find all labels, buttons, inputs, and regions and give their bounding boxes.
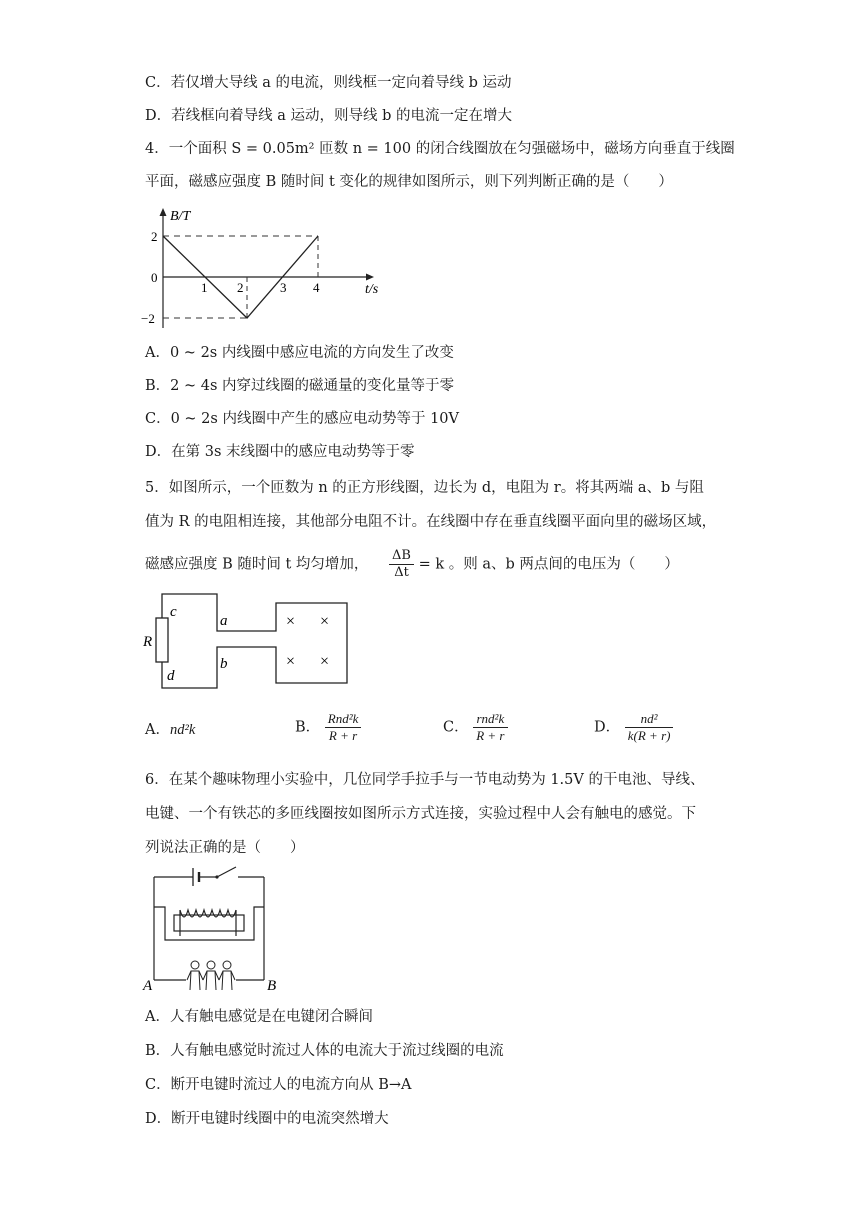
q4-stem-line1: 4．一个面积 S = 0.05m² 匝数 n = 100 的闭合线圈放在匀强磁场中，磁场方向垂直于线圈 bbox=[145, 141, 735, 157]
q5-stem-line3-part1: 磁感应强度 B 随时间 t 均匀增加， bbox=[145, 556, 369, 573]
q5-frac-den: Δt bbox=[389, 564, 414, 581]
label-c: c bbox=[170, 604, 177, 620]
q5-stem-line1: 5．如图所示，一个匝数为 n 的正方形线圈，边长为 d，电阻为 r。将其两端 a、b 与阻 bbox=[145, 480, 704, 496]
graph-xtick-2: 2 bbox=[237, 280, 244, 295]
q6-option-b: B．人有触电感觉时流过人体的电流大于流过线圈的电流 bbox=[145, 1043, 504, 1059]
q5-option-c-label: C． bbox=[443, 719, 469, 736]
q5-option-d-den: k(R + r) bbox=[625, 727, 674, 744]
q4-option-b: B．2 ~ 4s 内穿过线圈的磁通量的变化量等于零 bbox=[145, 378, 455, 394]
graph-ytick-0: 0 bbox=[151, 270, 158, 285]
label-b: b bbox=[220, 656, 228, 672]
graph-xtick-3: 3 bbox=[280, 280, 287, 295]
q6-stem-line2: 电键、一个有铁芯的多匝线圈按如图所示方式连接，实验过程中人会有触电的感觉。下 bbox=[145, 806, 696, 822]
graph-xtick-1: 1 bbox=[201, 280, 208, 295]
q6-stem-line3: 列说法正确的是（ ） bbox=[145, 840, 305, 856]
q5-option-d bbox=[594, 711, 673, 744]
q4-option-a: A．0 ~ 2s 内线圈中感应电流的方向发生了改变 bbox=[145, 345, 454, 361]
q5-stem-line3-part2: = k 。则 a、b 两点间的电压为（ ） bbox=[418, 556, 679, 573]
q5-option-b-fraction bbox=[325, 711, 362, 744]
q4-option-d: D．在第 3s 末线圈中的感应电动势等于零 bbox=[145, 444, 415, 460]
field-cross-4: × bbox=[320, 653, 330, 670]
q5-option-b bbox=[295, 711, 361, 744]
q3-option-c: C．若仅增大导线 a 的电流，则线框一定向着导线 b 运动 bbox=[145, 75, 512, 91]
q5-option-c-num: rnd²k bbox=[476, 711, 505, 726]
q5-option-d-fraction bbox=[625, 711, 674, 744]
q6-option-a: A．人有触电感觉是在电键闭合瞬间 bbox=[145, 1009, 373, 1025]
graph-y-label: B/T bbox=[170, 209, 191, 224]
field-cross-3: × bbox=[286, 653, 296, 670]
q5-option-d-num: nd² bbox=[640, 711, 658, 726]
field-cross-2: × bbox=[320, 613, 330, 630]
field-cross-1: × bbox=[286, 613, 296, 630]
label-a: a bbox=[220, 613, 228, 629]
q5-rate-fraction bbox=[389, 548, 414, 581]
q5-frac-num: ΔB bbox=[392, 548, 411, 563]
q5-stem-line3 bbox=[145, 548, 679, 581]
q5-option-d-label: D． bbox=[594, 719, 621, 736]
graph-ytick-2: 2 bbox=[151, 229, 158, 244]
q5-option-c-fraction bbox=[473, 711, 507, 744]
q5-option-a-label: A． bbox=[145, 722, 170, 738]
q5-option-c-den: R + r bbox=[473, 727, 507, 744]
q5-option-b-label: B． bbox=[295, 719, 321, 736]
graph-ytick-neg2: −2 bbox=[141, 311, 155, 326]
q4-option-c: C．0 ~ 2s 内线圈中产生的感应电动势等于 10V bbox=[145, 411, 459, 427]
graph-xtick-4: 4 bbox=[313, 280, 320, 295]
label-R: R bbox=[143, 634, 153, 650]
q6-circuit-diagram bbox=[140, 862, 280, 997]
q5-option-a bbox=[145, 720, 195, 740]
q6-option-c: C．断开电键时流过人的电流方向从 B→A bbox=[145, 1077, 412, 1093]
graph-x-label: t/s bbox=[365, 282, 379, 297]
q5-circuit-diagram bbox=[140, 588, 360, 698]
q4-stem-line2: 平面，磁感应强度 B 随时间 t 变化的规律如图所示，则下列判断正确的是（ ） bbox=[145, 174, 673, 190]
label-B: B bbox=[267, 978, 277, 994]
q6-option-d: D．断开电键时线圈中的电流突然增大 bbox=[145, 1111, 389, 1127]
q6-stem-line1: 6．在某个趣味物理小实验中，几位同学手拉手与一节电动势为 1.5V 的干电池、导线、 bbox=[145, 772, 705, 788]
q5-option-b-num: Rnd²k bbox=[327, 711, 359, 726]
label-A: A bbox=[143, 978, 153, 994]
label-d: d bbox=[167, 668, 175, 684]
q5-option-c bbox=[443, 711, 508, 744]
q5-stem-line2: 值为 R 的电阻相连接，其他部分电阻不计。在线圈中存在垂直线圈平面向里的磁场区域， bbox=[145, 514, 717, 530]
q4-b-t-graph bbox=[140, 200, 390, 330]
q5-option-a-value: nd²k bbox=[169, 722, 196, 738]
q5-option-b-den: R + r bbox=[325, 727, 362, 744]
q3-option-d: D．若线框向着导线 a 运动，则导线 b 的电流一定在增大 bbox=[145, 108, 512, 124]
